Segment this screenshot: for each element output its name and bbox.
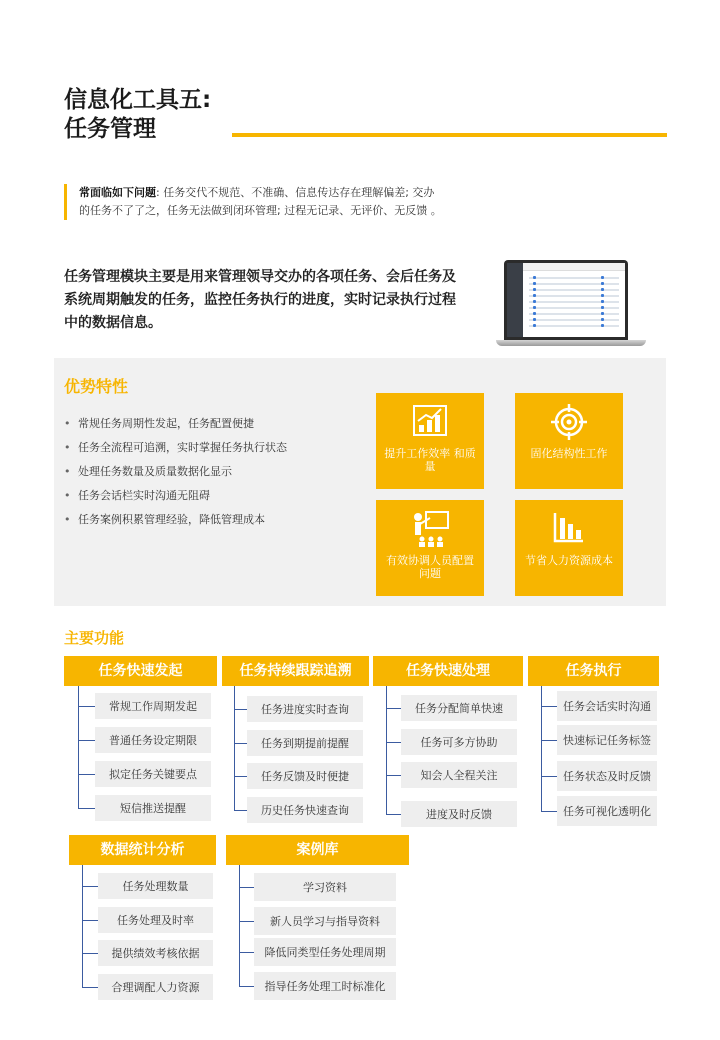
function-item: 进度及时反馈 [401,801,517,827]
tree-branch [78,706,95,707]
tree-branch [386,742,401,743]
advantage-item: • 任务会话栏实时沟通无阻碍 [64,484,287,508]
function-item: 指导任务处理工时标准化 [254,972,396,1000]
function-item: 任务到期提前提醒 [247,730,363,756]
functions-title: 主要功能 [64,629,125,647]
advantage-tile-efficiency [376,393,484,489]
function-item: 新人员学习与指导资料 [254,907,396,935]
tree-branch [78,774,95,775]
tree-branch [386,708,401,709]
function-group-header: 任务执行 [528,656,659,686]
title-underline [232,133,667,137]
function-item: 快速标记任务标签 [557,725,657,755]
tree-branch [541,740,557,741]
function-item: 拟定任务关键要点 [95,761,211,787]
tree-branch [234,776,247,777]
target-icon [550,403,588,441]
function-item: 任务反馈及时便捷 [247,763,363,789]
problem-text: : 任务交代不规范、不准确、信息传达存在理解偏差; 交办的任务不了了之，任务无法做到闭环管理; 过程无记录、无评价、无反馈 。 [79,186,442,217]
chart-decline-icon [552,510,586,546]
function-item: 任务进度实时查询 [247,696,363,722]
tree-branch [234,810,247,811]
advantages-title: 优势特性 [64,377,129,396]
advantage-item: • 任务全流程可追溯，实时掌握任务执行状态 [64,436,287,460]
advantages-panel [54,358,666,606]
tree-connector [386,686,387,814]
tile-label: 提升工作效率 和质量 [384,447,476,473]
tree-connector [78,686,79,808]
tile-label: 固化结构性工作 [530,447,608,460]
function-group-header: 案例库 [226,835,409,865]
problem-statement [64,184,444,220]
tile-label: 有效协调人员配置问题 [386,554,474,580]
tree-branch [82,953,98,954]
laptop-screenshot-illustration [496,260,646,348]
tree-branch [78,808,95,809]
page-title [64,86,211,144]
tree-branch [82,920,98,921]
function-item: 任务会话实时沟通 [557,691,657,721]
tree-branch [541,811,557,812]
tree-branch [386,814,401,815]
function-group-header: 数据统计分析 [69,835,216,865]
problem-label: 常面临如下问题 [79,186,156,199]
tile-label: 节省人力资源成本 [525,554,613,567]
tree-branch [386,775,401,776]
function-item: 任务分配简单快速 [401,695,517,721]
advantage-tile-cost [515,500,623,596]
function-group-header: 任务快速发起 [64,656,217,686]
tree-connector [82,865,83,987]
title-line-2: 任务管理 [64,116,156,142]
tree-connector [541,686,542,811]
function-item: 学习资料 [254,873,396,901]
tree-branch [234,709,247,710]
advantages-list [64,412,287,532]
function-item: 知会人全程关注 [401,762,517,788]
tree-connector [239,865,240,986]
function-item: 提供绩效考核依据 [98,940,213,966]
function-group-header: 任务持续跟踪追溯 [222,656,369,686]
presenter-icon [410,510,450,548]
function-item: 任务处理及时率 [98,907,213,933]
function-item: 常规工作周期发起 [95,693,211,719]
function-item: 任务可多方协助 [401,729,517,755]
tree-branch [239,921,254,922]
function-item: 普通任务设定期限 [95,727,211,753]
advantage-tile-staffing [376,500,484,596]
tree-branch [234,743,247,744]
function-item: 任务可视化透明化 [557,796,657,826]
tree-branch [78,740,95,741]
advantage-item: • 处理任务数量及质量数据化显示 [64,460,287,484]
tree-branch [82,886,98,887]
intro-paragraph: 任务管理模块主要是用来管理领导交办的各项任务、会后任务及系统周期触发的任务，监控任务执行的进度，实时记录执行过程中的数据信息。 [64,269,456,331]
function-item: 历史任务快速查询 [247,797,363,823]
bar-chart-icon [411,403,449,439]
tree-branch [541,706,557,707]
tree-branch [239,952,254,953]
tree-branch [541,776,557,777]
tree-branch [239,887,254,888]
advantage-item: • 任务案例积累管理经验，降低管理成本 [64,508,287,532]
function-item: 任务状态及时反馈 [557,761,657,791]
function-item: 短信推送提醒 [95,795,211,821]
tree-branch [239,986,254,987]
function-item: 任务处理数量 [98,873,213,899]
title-line-1: 信息化工具五: [64,87,212,113]
tree-branch [82,987,98,988]
advantage-tile-structured-work [515,393,623,489]
advantage-item: • 常规任务周期性发起，任务配置便捷 [64,412,287,436]
tree-connector [234,686,235,810]
function-item: 合理调配人力资源 [98,974,213,1000]
function-item: 降低同类型任务处理周期 [254,938,396,966]
function-group-header: 任务快速处理 [373,656,523,686]
